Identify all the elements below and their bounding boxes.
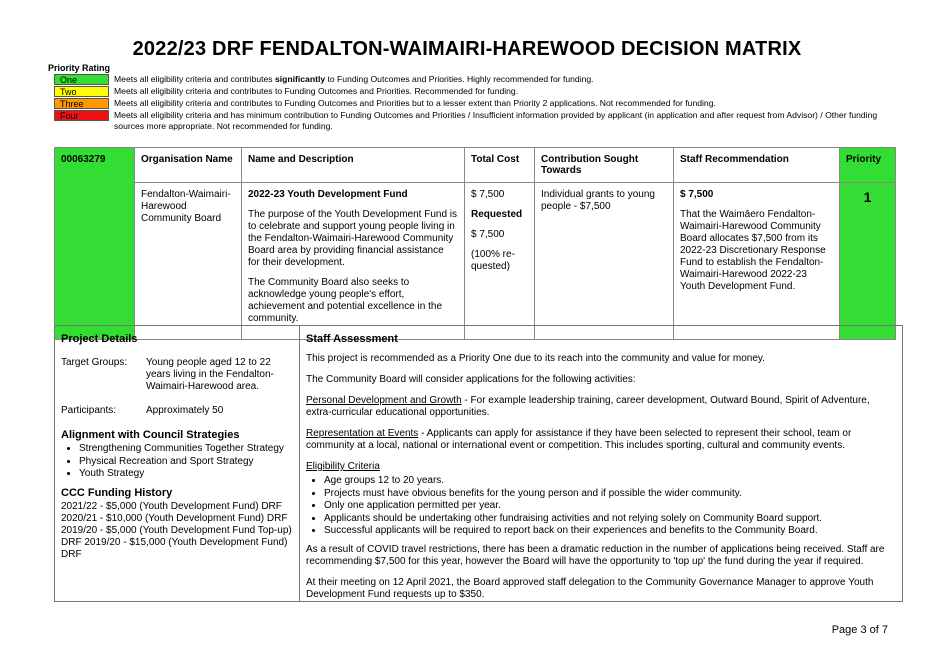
header-contribution: Contribution Sought Towards [535, 148, 674, 183]
list-item: • Age groups 12 to 20 years. [324, 475, 896, 488]
project-description [242, 183, 465, 340]
covid-paragraph: As a result of COVID travel restrictions, there has been a dramatic reduction in the number of applications being received. Staff are recommending $7,500 for this year, however the Board will have the opportunity to 'top up' the fund during the year if required. [306, 543, 885, 567]
funding-history-title: CCC Funding History [61, 486, 173, 499]
representation: Representation at Events - Applicants can apply for assistance if they have been selected to represent their school, team or community at a local, national or international event or competition. This includes sporting, cultural and community events. [306, 428, 852, 451]
legend-row [54, 110, 884, 132]
participants: Participants: Approximately 50 [61, 405, 224, 416]
list-item: • Only one application permitted per year. [324, 500, 896, 513]
project-details [55, 326, 300, 601]
legend-text: Meets all eligibility criteria and contributes to Funding Outcomes and Priorities but to a lesser extent than Priority 2 applications. Not recommended for funding. [114, 98, 716, 108]
list-item: • Youth Strategy [79, 468, 293, 481]
contribution-sought: Individual grants to young people - $7,500 [535, 183, 674, 340]
priority-value: 1 [840, 183, 896, 340]
legend-swatch-four: Four [54, 110, 109, 121]
project-details-title: Project Details [61, 333, 138, 345]
legend-swatch-one: One [54, 74, 109, 85]
legend-heading: Priority Rating [48, 63, 111, 73]
description-p1: The purpose of the Youth Development Fund is to celebrate and support young people living in the Fendalton-Waimairi-Harewood Community Board area by providing financial assistance for their development. [248, 209, 458, 268]
legend-text: Meets all eligibility criteria and contributes to Funding Outcomes and Priorities. Recommended for funding. [114, 86, 519, 96]
page-title: 2022/23 DRF FENDALTON-WAIMAIRI-HAREWOOD DECISION MATRIX [132, 38, 802, 60]
list-item: • Successful applicants will be required to report back on their experiences and benefits to the Community Board. [324, 525, 896, 538]
criteria-list [306, 475, 896, 538]
assessment-p2: The Community Board will consider applications for the following activities: [306, 374, 636, 385]
personal-development: Personal Development and Growth - For example leadership training, career development, Outward Bound, Spirit of Adventure, extra-curricular educational opportunities. [306, 395, 870, 418]
list-item: • Projects must have obvious benefits for the young person and if possible the wider community. [324, 488, 896, 501]
meeting-paragraph: At their meeting on 12 April 2021, the Board approved staff delegation to the Community Governance Manager to approve Youth Development Fund requests up to $350. [306, 576, 874, 600]
description-p2: The Community Board also seeks to acknowledge young people's effort, achievement and potential excellence in the community. [248, 277, 443, 324]
eligibility-title: Eligibility Criteria [306, 461, 380, 472]
legend-text: Meets all eligibility criteria and has minimum contribution to Funding Outcomes and Priorities / Insufficient information provided by applicant (in application and after request from Advisor) / Other funding sources more appropriate. Not recommended for funding. [114, 110, 878, 131]
legend-swatch-two: Two [54, 86, 109, 97]
list-item: • Strengthening Communities Together Strategy [79, 443, 293, 456]
header-org: Organisation Name [135, 148, 242, 183]
list-item: • Physical Recreation and Sport Strategy [79, 456, 293, 469]
target-groups: Target Groups: Young people aged 12 to 22 years living in the Fendalton-Waimairi-Harewood area. [61, 357, 274, 392]
strategy-list [61, 443, 293, 481]
details-section [54, 325, 903, 602]
list-item: 2019/20 - $5,000 (Youth Development Fund Top-up) [61, 524, 292, 536]
legend-row [54, 98, 884, 109]
list-item: • Applicants should be undertaking other fundraising activities and not relying solely on Community Board support. [324, 513, 896, 526]
list-item: 2020/21 - $10,000 (Youth Development Fund) DRF [61, 512, 288, 524]
legend-swatch-three: Three [54, 98, 109, 109]
staff-recommendation: $ 7,500 That the Waimāero Fendalton-Waimairi-Harewood Community Board allocates $7,500 from its 2022-23 Discretionary Response Fund to establish the Fendalton-Waimairi-Harewood 2022-23 Youth Development Fund. [674, 183, 840, 340]
legend-row [54, 74, 884, 85]
list-item: DRF 2019/20 - $15,000 (Youth Development Fund) DRF [61, 536, 288, 560]
page-number: Page 3 of 7 [831, 624, 888, 636]
header-priority: Priority [840, 148, 896, 183]
project-name: 2022-23 Youth Development Fund [248, 189, 408, 200]
header-staff-rec: Staff Recommendation [674, 148, 840, 183]
application-id: 00063279 [55, 148, 135, 340]
priority-legend [54, 74, 884, 133]
staff-assessment [300, 326, 902, 601]
assessment-p1: This project is recommended as a Priority One due to its reach into the community and value for money. [306, 353, 765, 364]
total-cost: $ 7,500 Requested $ 7,500 (100% re-quested) [465, 183, 535, 340]
alignment-title: Alignment with Council Strategies [61, 429, 240, 441]
application-table [54, 147, 896, 340]
header-total-cost: Total Cost [465, 148, 535, 183]
list-item: 2021/22 - $5,000 (Youth Development Fund) DRF [61, 500, 282, 512]
staff-assessment-title: Staff Assessment [306, 333, 398, 345]
funding-history [61, 501, 293, 561]
header-name-desc: Name and Description [242, 148, 465, 183]
legend-row [54, 86, 884, 97]
legend-text: Meets all eligibility criteria and contributes significantly to Funding Outcomes and Priorities. Highly recommended for funding. [114, 74, 594, 84]
org-name: Fendalton-Waimairi-Harewood Community Board [135, 183, 242, 340]
